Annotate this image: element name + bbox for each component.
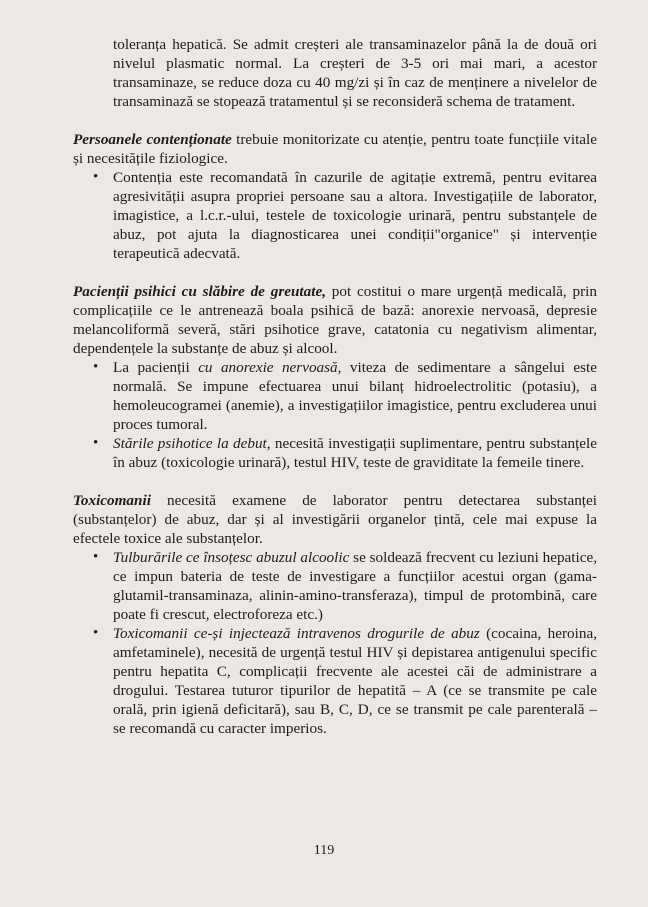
list-item (113, 624, 597, 738)
list-item-italic: cu anorexie nervoasă, (198, 359, 342, 376)
section-text-toxicomanii: necesită examene de laborator pentru detectarea substanței (substanțelor) de abuz, dar și al investigării organelor țintă, cele mai expuse la efectele toxice ale substanțelor. (73, 492, 597, 547)
list-item-text: (cocaina, heroina, amfetaminele), necesită de urgență testul HIV și depistarea antigenului specific pentru hepatita C, complicații frecvente ale acestei căi de administrare a drogului. Testarea tuturor tipurilor de hepatită – A (ce se transmite pe cale orală, prin igienă deficitară), sau B, C, D, ce se transmit pe cale parenterală – se recomandă cu caracter imperios. (113, 625, 598, 737)
bullet-list-contentionate (73, 168, 597, 263)
list-item-text: viteza de sedimentare a sângelui este normală. Se impune efectuarea unui bilanț hidroelectrolitic (potasiu), a hemoleucogramei (anemie), a investigațiilor imagistice, pentru excluderea unui proces tumoral. (113, 359, 597, 433)
section-contentionate (73, 130, 597, 168)
list-item (113, 434, 597, 472)
page-number: 119 (313, 843, 335, 858)
page-content (73, 35, 597, 738)
list-item-italic: Toxicomanii ce-și injectează intravenos drogurile de abuz (113, 625, 480, 642)
section-heading-contentionate: Persoanele contenționate (73, 131, 232, 148)
section-text-weight-loss: pot costitui o mare urgență medicală, prin complicațiile ce le antrenează boala psihică de bază: anorexie nervoasă, depresie melancoliformă severă, stări psihotice grave, catatonia cu negativism alimentar, dependențele la substanțe de abuz și alcool. (73, 283, 597, 357)
section-heading-weight-loss: Pacienții psihici cu slăbire de greutate, (73, 283, 326, 300)
bullet-list-weight-loss (73, 358, 597, 472)
list-item-text: necesită investigații suplimentare, pentru substanțele în abuz (toxicologie urinară), testul HIV, teste de graviditate la femeile tinere. (113, 435, 598, 471)
section-heading-toxicomanii: Toxicomanii (73, 492, 151, 509)
list-item-text: La pacienții (113, 359, 199, 376)
list-item (113, 548, 597, 624)
list-item-text: se soldează frecvent cu leziuni hepatice, ce impun bateria de teste de investigare a funcțiilor acestui organ (gama-glutamil-transaminaza, alinin-amino-transferaza), timpul de protombină, care poate fi crescut, electroforeza etc.) (113, 549, 598, 623)
section-toxicomanii (73, 491, 597, 548)
intro-paragraph: toleranța hepatică. Se admit creșteri ale transaminazelor până la de două ori nivelul plasmatic normal. La creșteri de 3-5 ori mai mari, a acestor transaminaze, se reduce doza cu 40 mg/zi și în caz de menținere a nivelelor de transaminază se stopează tratamentul și se reconsideră schema de tratament. (113, 36, 597, 110)
list-item (113, 358, 597, 434)
list-item: • Contenția este recomandată în cazurile de agitație extremă, pentru evitarea agresivității asupra propriei persoane sau a altora. Investigațiile de laborator, imagistice, a l.c.r.-ului, testele de toxicologie urinară, pentru substanțele de abuz, pot ajuta la diagnosticarea unei condiții"organice" și intervenție terapeutică adecvată. (113, 168, 597, 263)
list-item-italic: Tulburările ce însoțesc abuzul alcoolic (113, 549, 350, 566)
section-text-contentionate: trebuie monitorizate cu atenție, pentru toate funcțiile vitale și necesitățile fiziologice. (73, 131, 597, 167)
bullet-list-toxicomanii (73, 548, 597, 738)
section-weight-loss (73, 282, 597, 358)
list-item-italic: Stările psihotice la debut, (113, 435, 271, 452)
